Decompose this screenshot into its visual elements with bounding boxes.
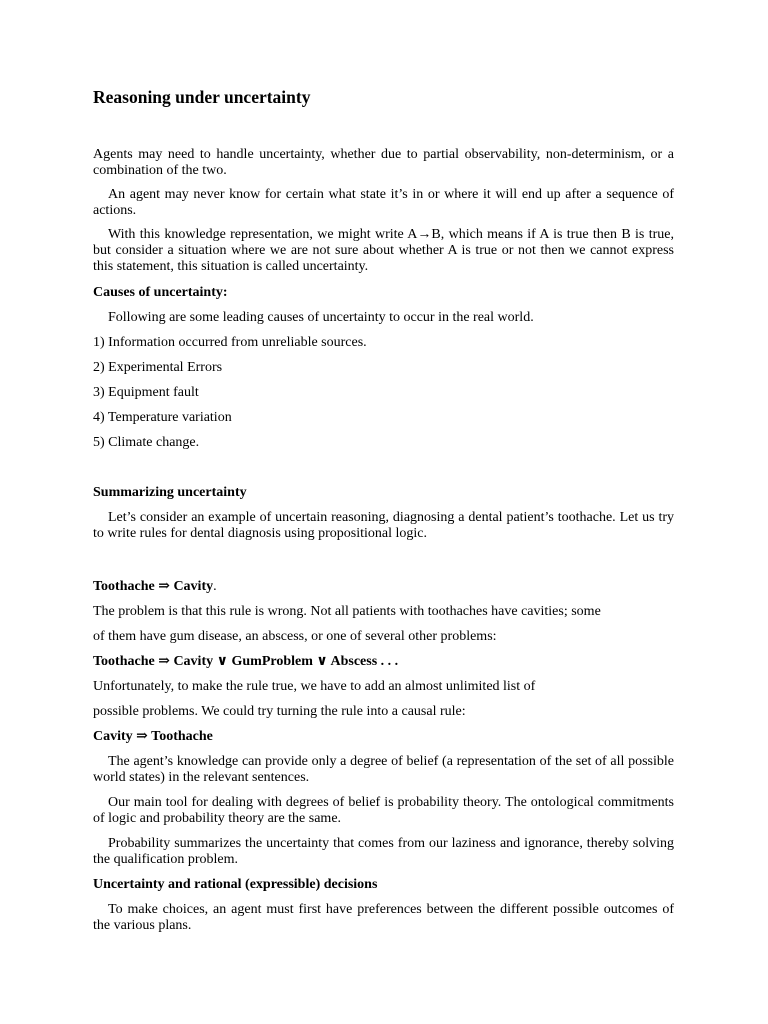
rule-period: . (213, 579, 217, 594)
rule-toothache-disjunction: Toothache ⇒ Cavity ∨ GumProblem ∨ Abscess . . . (93, 654, 399, 669)
rule-wrong-line-1: The problem is that this rule is wrong. Not all patients with toothaches have cavities; some (93, 604, 601, 619)
list-item: 2) Experimental Errors (93, 360, 223, 375)
list-item: 3) Equipment fault (93, 385, 199, 400)
document-page (93, 86, 674, 934)
list-item: 5) Climate change. (93, 435, 200, 450)
unfortunately-line-2: possible problems. We could try turning the rule into a causal rule: (93, 704, 466, 719)
paragraph-agents: Agents may need to handle uncertainty, whether due to partial observability, non-determinism, or a combination of the two. (93, 147, 674, 178)
causes-list (93, 335, 674, 451)
paragraph-probability: Probability summarizes the uncertainty that comes from our laziness and ignorance, thereby solving the qualification problem. (93, 836, 674, 867)
summarizing-intro: Let’s consider an example of uncertain reasoning, diagnosing a dental patient’s toothache. Let us try to write rules for dental diagnosis using propositional logic. (93, 510, 674, 541)
paragraph-never-know: An agent may never know for certain what state it’s in or where it will end up after a sequence of actions. (93, 187, 674, 218)
unfortunately-line-1: Unfortunately, to make the rule true, we have to add an almost unlimited list of (93, 679, 536, 694)
rule-wrong-line-2: of them have gum disease, an abscess, or one of several other problems: (93, 629, 497, 644)
rule-cavity-toothache: Cavity ⇒ Toothache (93, 729, 213, 744)
rule-formula: Toothache ⇒ Cavity (93, 579, 214, 594)
page-title: Reasoning under uncertainty (93, 87, 311, 107)
list-item: 1) Information occurred from unreliable sources. (93, 335, 367, 350)
list-item: 4) Temperature variation (93, 410, 232, 425)
causes-heading: Causes of uncertainty: (93, 285, 228, 300)
decisions-heading: Uncertainty and rational (expressible) decisions (93, 877, 378, 892)
paragraph-choices: To make choices, an agent must first have preferences between the different possible outcomes of the various plans. (93, 902, 674, 933)
paragraph-knowledge-representation: With this knowledge representation, we might write A→B, which means if A is true then B is true, but consider a situation where we are not sure about whether A is true or not then we cannot express this statement, this situation is called uncertainty. (93, 227, 674, 274)
paragraph-main-tool: Our main tool for dealing with degrees of belief is probability theory. The ontological commitments of logic and probability theory are the same. (93, 795, 674, 826)
rule-toothache-cavity (93, 579, 674, 595)
causes-intro: Following are some leading causes of uncertainty to occur in the real world. (108, 310, 534, 325)
summarizing-heading: Summarizing uncertainty (93, 485, 247, 500)
paragraph-degree-of-belief: The agent’s knowledge can provide only a degree of belief (a representation of the set of all possible world states) in the relevant sentences. (93, 754, 674, 785)
